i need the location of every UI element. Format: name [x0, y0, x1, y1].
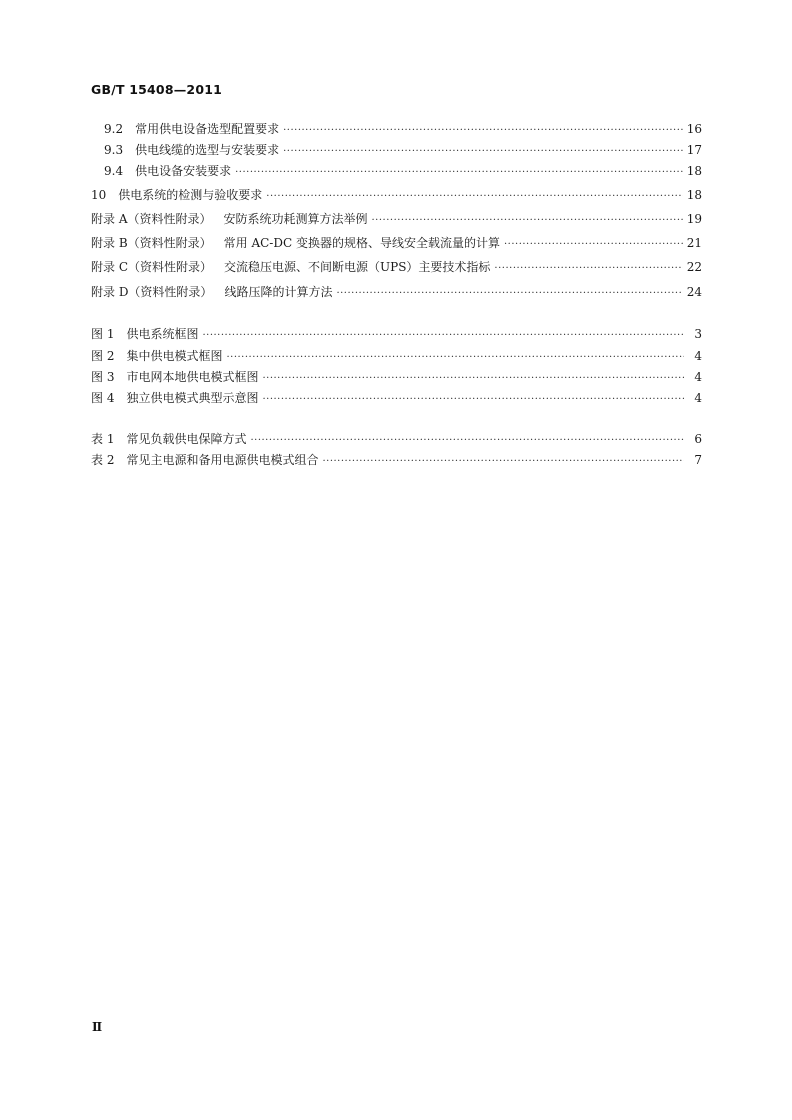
toc-entry-number: 图 3 — [91, 370, 115, 384]
dot-leader — [283, 121, 683, 141]
dot-leader — [494, 259, 682, 279]
toc-entry-page: 3 — [694, 327, 702, 341]
toc-entry-10[interactable] — [91, 185, 702, 205]
toc-entry-title: 安防系统功耗测算方法举例 — [223, 212, 368, 226]
toc-entry-figure-2[interactable] — [91, 346, 702, 366]
toc-entry-title: 交流稳压电源、不间断电源（UPS）主要技术指标 — [224, 260, 491, 274]
toc-entry-title: 市电网本地供电模式框图 — [126, 370, 259, 384]
toc-entry-title: 供电设备安装要求 — [135, 164, 232, 178]
dot-leader — [226, 348, 684, 368]
toc-entry-figure-1[interactable] — [91, 324, 702, 344]
toc-entry-page: 6 — [694, 432, 702, 446]
dot-leader — [262, 369, 684, 389]
toc-entry-number: 9.4 — [104, 164, 124, 178]
toc-entry-appendix-b[interactable] — [91, 233, 702, 253]
toc-entry-title: 集中供电模式框图 — [126, 349, 223, 363]
toc-entry-number: 图 1 — [91, 327, 115, 341]
toc-entry-title: 线路压降的计算方法 — [224, 285, 333, 299]
dot-leader — [283, 142, 683, 162]
toc-entry-table-2[interactable] — [91, 450, 702, 470]
toc-entry-title: 常见负载供电保障方式 — [126, 432, 247, 446]
toc-entry-9-4[interactable] — [91, 161, 702, 181]
page-number-footer: Ⅱ — [92, 1020, 103, 1034]
toc-entry-page: 4 — [694, 349, 702, 363]
toc-entry-title: 供电线缆的选型与安装要求 — [135, 143, 280, 157]
toc-entry-number: 附录 A（资料性附录） — [91, 212, 212, 226]
toc-entry-page: 4 — [694, 370, 702, 384]
toc-entry-number: 图 4 — [91, 391, 115, 405]
toc-entry-number: 9.2 — [104, 122, 124, 136]
toc-entry-title: 常见主电源和备用电源供电模式组合 — [126, 453, 319, 467]
toc-entry-number: 10 — [91, 188, 107, 202]
toc-entry-title: 供电系统的检测与验收要求 — [118, 188, 263, 202]
toc-entry-9-3[interactable] — [91, 140, 702, 160]
dot-leader — [372, 211, 683, 231]
toc-entry-number: 图 2 — [91, 349, 115, 363]
dot-leader — [235, 163, 683, 183]
toc-entry-page: 19 — [686, 212, 702, 226]
toc-entry-title: 常用 AC-DC 变换器的规格、导线安全载流量的计算 — [223, 236, 500, 250]
dot-leader — [262, 390, 684, 410]
toc-entry-appendix-c[interactable] — [91, 257, 702, 277]
dot-leader — [266, 187, 682, 207]
toc-entry-number: 附录 D（资料性附录） — [91, 285, 213, 299]
toc-entry-number: 9.3 — [104, 143, 124, 157]
toc-entry-page: 22 — [686, 260, 702, 274]
toc-entry-title: 常用供电设备选型配置要求 — [135, 122, 280, 136]
dot-leader — [250, 431, 684, 451]
dot-leader — [336, 284, 682, 304]
toc-entry-page: 16 — [686, 122, 702, 136]
toc-entry-page: 7 — [694, 453, 702, 467]
toc-entry-figure-3[interactable] — [91, 367, 702, 387]
dot-leader — [202, 326, 684, 346]
toc-entry-table-1[interactable] — [91, 429, 702, 449]
toc-entry-number: 附录 C（资料性附录） — [91, 260, 212, 274]
dot-leader — [322, 452, 684, 472]
document-code-header: GB/T 15408—2011 — [91, 82, 223, 97]
dot-leader — [504, 235, 683, 255]
toc-entry-appendix-a[interactable] — [91, 209, 702, 229]
toc-entry-page: 4 — [694, 391, 702, 405]
toc-entry-page: 18 — [686, 164, 702, 178]
toc-entry-page: 18 — [686, 188, 702, 202]
toc-entry-title: 供电系统框图 — [126, 327, 199, 341]
toc-entry-number: 表 2 — [91, 453, 115, 467]
toc-entry-page: 24 — [686, 285, 702, 299]
toc-entry-number: 附录 B（资料性附录） — [91, 236, 212, 250]
toc-entry-number: 表 1 — [91, 432, 115, 446]
toc-entry-page: 17 — [686, 143, 702, 157]
toc-entry-title: 独立供电模式典型示意图 — [126, 391, 259, 405]
toc-entry-figure-4[interactable] — [91, 388, 702, 408]
toc-entry-appendix-d[interactable] — [91, 282, 702, 302]
toc-entry-9-2[interactable] — [91, 119, 702, 139]
toc-entry-page: 21 — [686, 236, 702, 250]
